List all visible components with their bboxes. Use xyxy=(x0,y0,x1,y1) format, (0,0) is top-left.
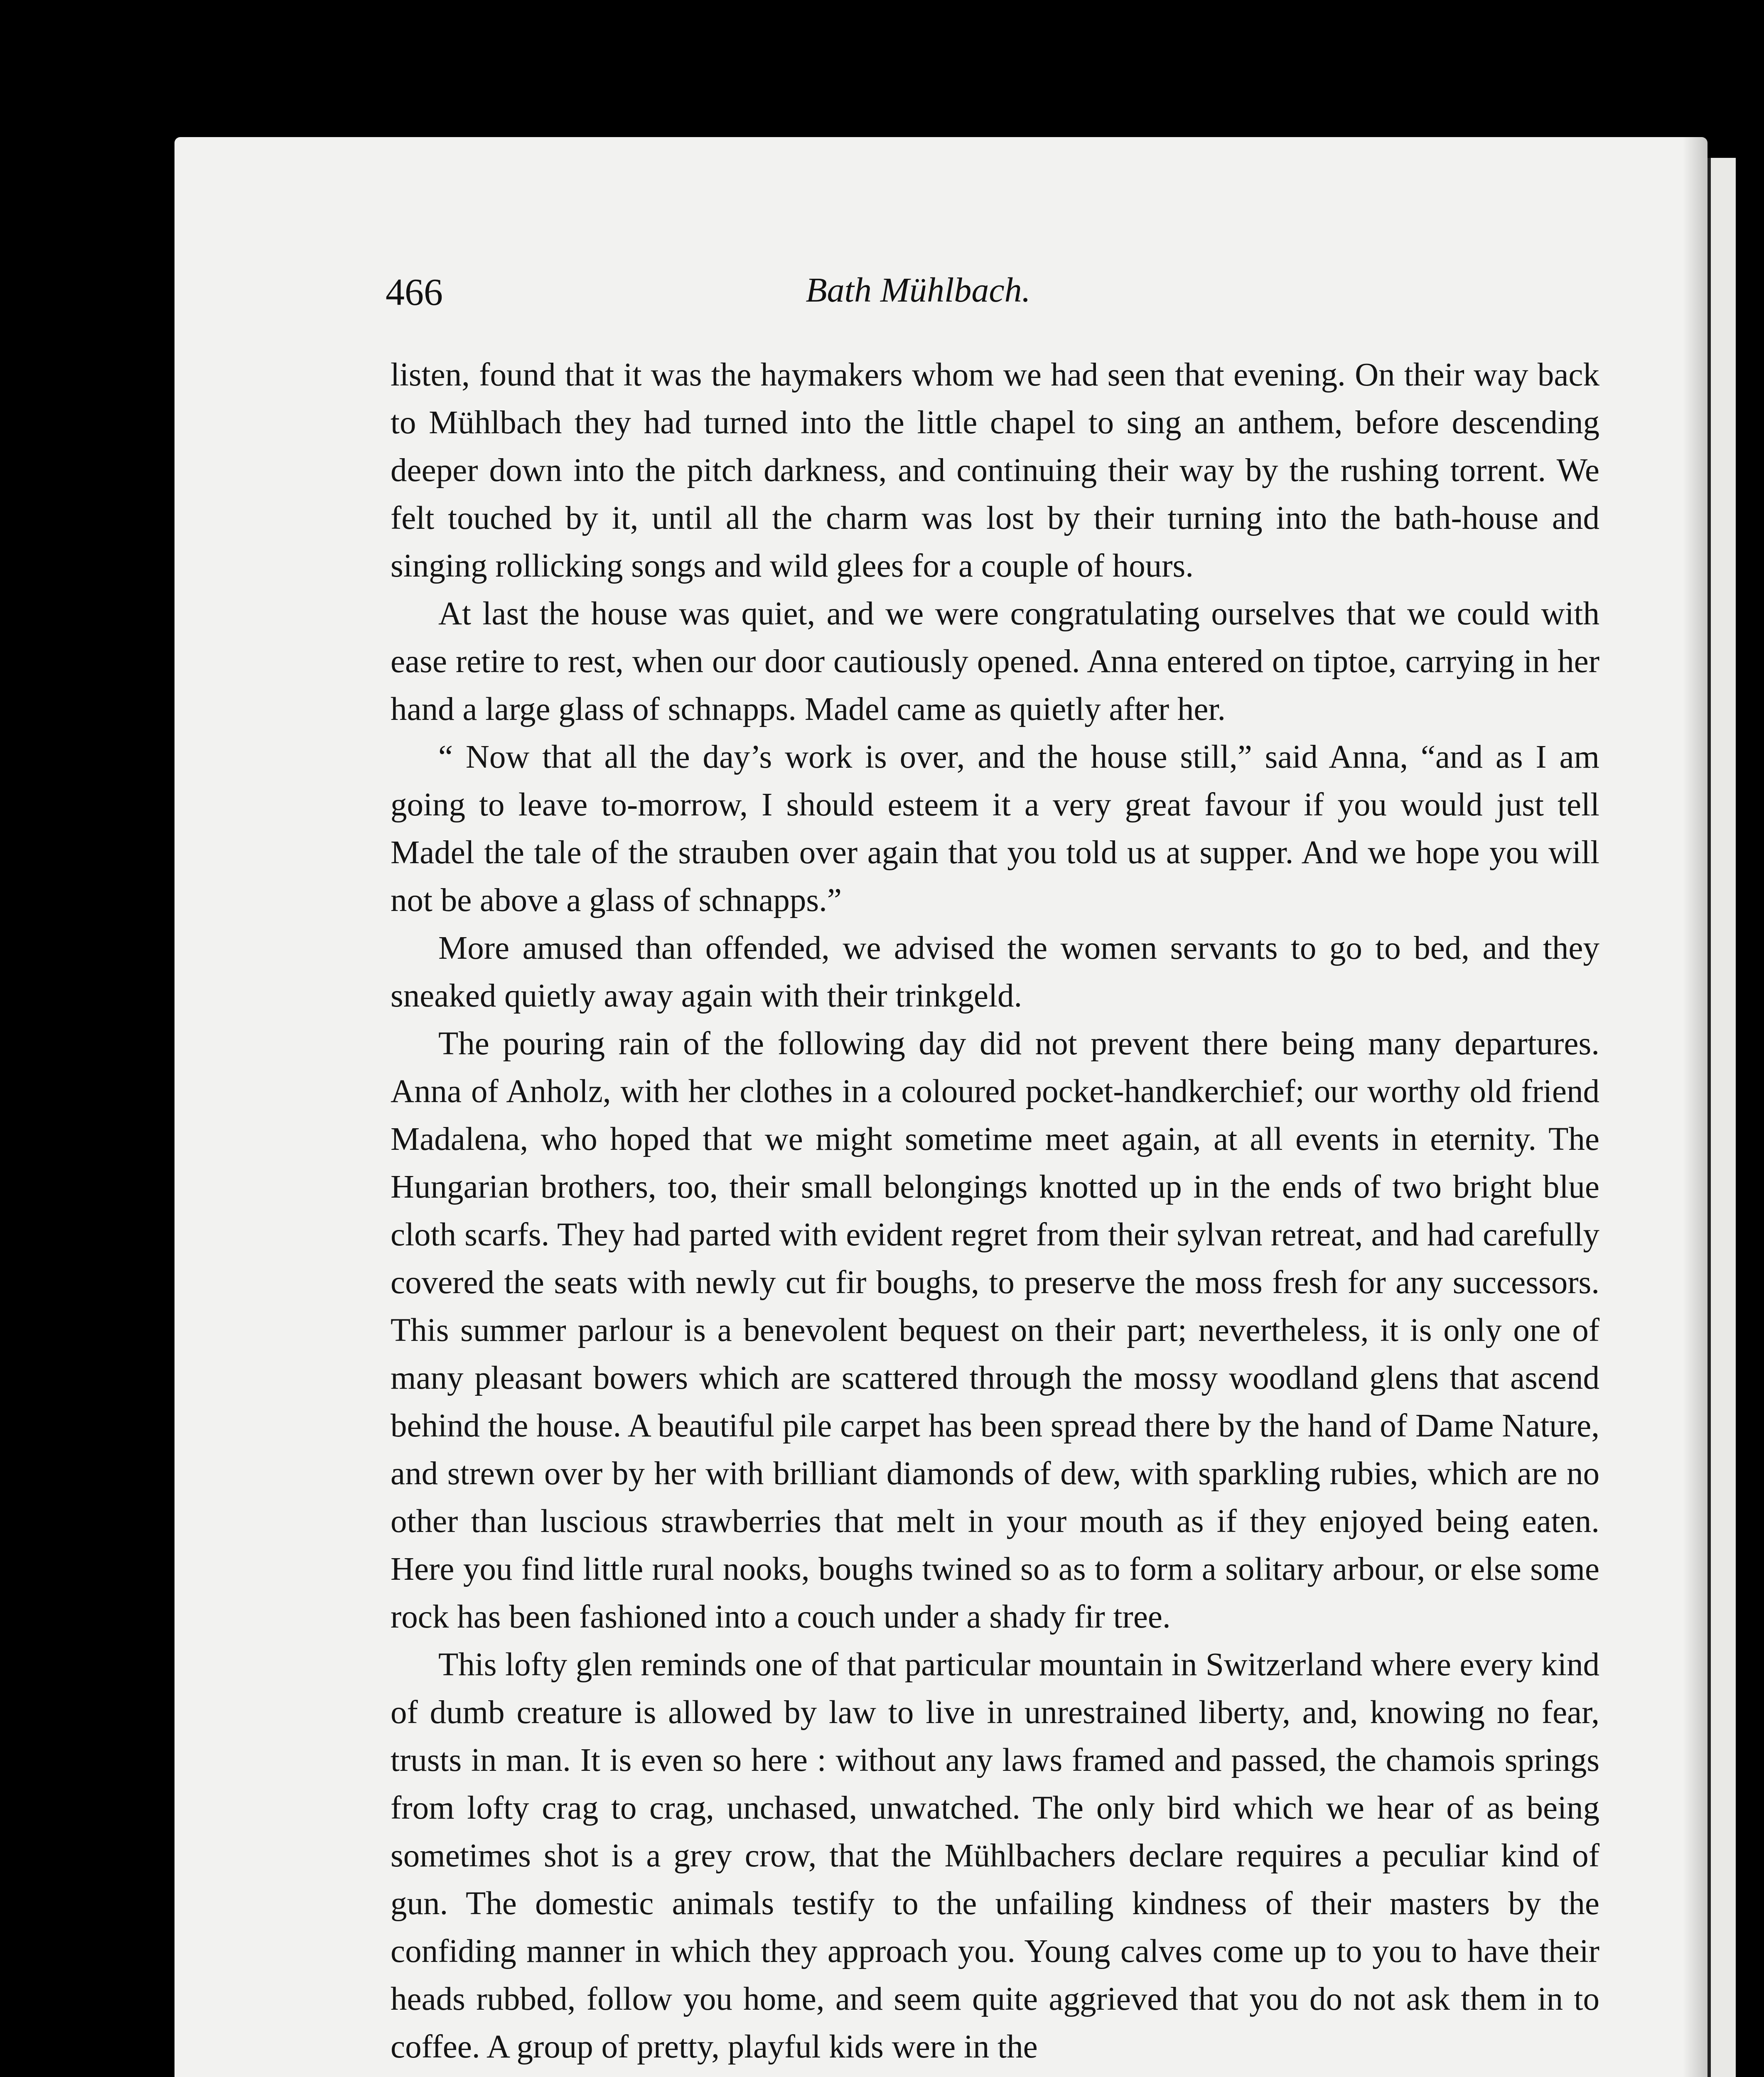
page-number: 466 xyxy=(386,271,443,313)
page-header xyxy=(208,270,1579,332)
paragraph: “ Now that all the day’s work is over, and the house still,” said Anna, “and as I am going to leave to-morrow, I should esteem it a very great favour if you would just tell Madel the tale of the strauben over again that you told us at supper. And we hope you will not be above a glass of schnapps.” xyxy=(391,739,1599,918)
page-gutter-shadow xyxy=(1683,137,1707,2077)
paragraph: The pouring rain of the following day did not prevent there being many departures. Anna of Anholz, with her clothes in a coloured pocket-handkerchief; our worthy old friend Madalena, who hoped that we might sometime meet again, at all events in eternity. The Hungarian brothers, too, their small belongings knotted up in the ends of two bright blue cloth scarfs. They had parted with evident regret from their sylvan retreat, and had carefully covered the seats with newly cut fir boughs, to preserve the moss fresh for any successors. This summer parlour is a benevolent bequest on their part; nevertheless, it is only one of many pleasant bowers which are scattered through the mossy woodland glens that ascend behind the house. A beautiful pile carpet has been spread there by the hand of Dame Nature, and strewn over by her with brilliant diamonds of dew, with sparkling rubies, which are no other than luscious strawberries that melt in your mouth as if they enjoyed being eaten. Here you find little rural nooks, boughs twined so as to form a solitary arbour, or else some rock has been fashioned into a couch under a shady fir tree. xyxy=(391,1026,1599,1635)
paragraph: At last the house was quiet, and we were congratulating ourselves that we could with ease retire to rest, when our door cautiously opened. Anna entered on tiptoe, carrying in her hand a large glass of schnapps. Madel came as quietly after her. xyxy=(391,596,1599,727)
paragraph: listen, found that it was the haymakers whom we had seen that evening. On their way back to Mühlbach they had turned into the little chapel to sing an anthem, before descending deeper down into the pitch darkness, and continuing their way by the rushing torrent. We felt touched by it, until all the charm was lost by their turning into the bath-house and singing rollicking songs and wild glees for a couple of hours. xyxy=(391,357,1599,584)
body-text xyxy=(391,351,1599,2071)
running-head: Bath Mühlbach. xyxy=(806,271,1031,309)
paragraph: This lofty glen reminds one of that particular mountain in Switzerland where every kind of dumb creature is allowed by law to live in unrestrained liberty, and, knowing no fear, trusts in man. It is even so here : without any laws framed and passed, the chamois springs from lofty crag to crag, unchased, unwatched. The only bird which we hear of as being sometimes shot is a grey crow, that the Mühlbachers declare requires a peculiar kind of gun. The domestic animals testify to the unfailing kindness of their masters by the confiding manner in which they approach you. Young calves come up to you to have their heads rubbed, follow you home, and seem quite aggrieved that you do not ask them in to coffee. A group of pretty, playful kids were in the xyxy=(391,1647,1599,2065)
paragraph: More amused than offended, we advised the women servants to go to bed, and they sneaked quietly away again with their trinkgeld. xyxy=(391,930,1599,1014)
adjacent-page-edge xyxy=(1707,158,1736,2077)
